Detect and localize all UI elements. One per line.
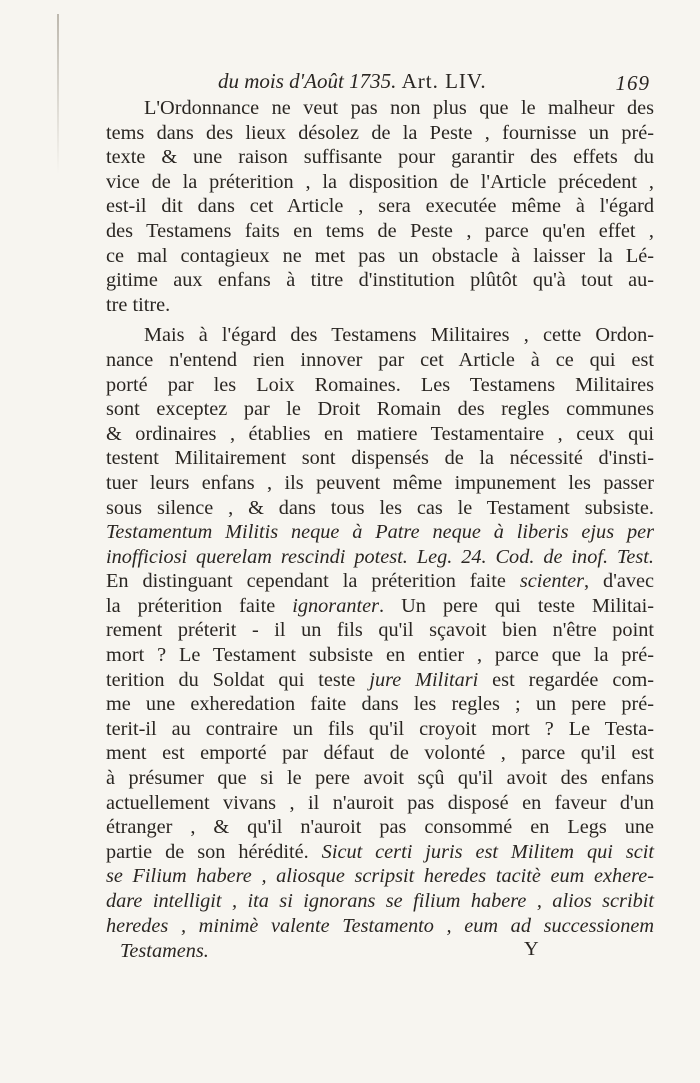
text-line bbox=[106, 397, 654, 422]
book-page bbox=[106, 66, 654, 965]
text-run: terition du Soldat qui teste bbox=[106, 668, 370, 691]
latin-quote: dare intelligit , ita si ignorans se filium habere , alios scribit bbox=[106, 890, 654, 912]
text-line bbox=[106, 594, 654, 619]
text-line bbox=[106, 717, 654, 742]
text-line bbox=[106, 840, 654, 865]
text-run: texte & une raison suffisante pour garantir des effets du bbox=[106, 146, 654, 169]
text-line bbox=[106, 766, 654, 791]
latin-quote: scienter bbox=[519, 570, 585, 593]
text-line bbox=[106, 244, 654, 269]
text-line bbox=[106, 422, 654, 447]
text-run: ce mal contagieux ne met pas un obstacle à laisser la Lé- bbox=[106, 244, 654, 267]
text-line bbox=[106, 471, 654, 496]
latin-quote: heredes , minimè valente Testamento , eum ad successionem bbox=[106, 914, 654, 937]
text-line bbox=[106, 692, 654, 717]
text-run: ment est emporté par défaut de volonté , parce qu'il est bbox=[106, 742, 654, 765]
body-text bbox=[106, 96, 654, 938]
text-run: sous silence , & dans tous les cas le Testament subsiste. bbox=[106, 496, 654, 519]
latin-quote: Sicut certi juris est Militem qui scit bbox=[321, 840, 654, 863]
paragraph bbox=[106, 96, 654, 317]
text-line bbox=[106, 121, 654, 146]
text-line bbox=[106, 618, 654, 643]
text-run: , d'avec bbox=[584, 570, 654, 593]
text-line bbox=[106, 864, 654, 889]
latin-quote: Testamentum Militis neque à Patre neque à liberis ejus per bbox=[106, 521, 654, 544]
text-line bbox=[106, 96, 654, 121]
text-line bbox=[106, 348, 654, 373]
text-run: partie de son hérédité. bbox=[106, 840, 322, 863]
binding-gutter-line bbox=[57, 14, 59, 174]
text-line bbox=[106, 219, 654, 244]
latin-quote: jure Militari bbox=[369, 668, 479, 691]
text-run: Mais à l'égard des Testamens Militaires , cette Ordon- bbox=[144, 324, 654, 347]
text-run: & ordinaires , établies en matiere Testamentaire , ceux qui bbox=[106, 422, 654, 445]
text-line bbox=[106, 170, 654, 195]
text-run: mort ? Le Testament subsiste en entier , parce que la pré- bbox=[106, 644, 654, 667]
text-run: à présumer que si le pere avoit sçû qu'il avoit des enfans bbox=[106, 767, 654, 790]
text-run: En distinguant cependant la préterition faite bbox=[106, 570, 520, 593]
text-line bbox=[106, 268, 654, 293]
text-run: vice de la préterition , la disposition de l'Article précedent , bbox=[106, 170, 654, 193]
text-run: la préterition faite bbox=[106, 594, 293, 617]
catchword: Testamens. bbox=[120, 940, 209, 963]
text-line bbox=[106, 815, 654, 840]
text-run: des Testamens faits en tems de Peste , parce qu'en effet , bbox=[106, 219, 654, 242]
text-run: étranger , & qu'il n'auroit pas consommé en Legs une bbox=[106, 816, 654, 839]
running-head-title bbox=[218, 66, 487, 96]
text-run: tre titre. bbox=[106, 293, 171, 316]
text-run: sont exceptez par le Droit Romain des regles communes bbox=[106, 398, 654, 421]
running-head-article: Art. LIV. bbox=[401, 69, 487, 93]
latin-quote: se Filium habere , aliosque scripsit heredes tacitè eum exhere- bbox=[106, 865, 654, 888]
latin-quote: ignoranter bbox=[292, 594, 380, 617]
text-line bbox=[106, 373, 654, 398]
text-line bbox=[106, 145, 654, 170]
text-line bbox=[106, 496, 654, 521]
text-line bbox=[106, 520, 654, 545]
page-footer bbox=[106, 939, 654, 965]
running-head bbox=[106, 66, 654, 96]
text-line bbox=[106, 643, 654, 668]
signature-mark: Y bbox=[524, 938, 540, 961]
text-run: porté par les Loix Romaines. Les Testamens Militaires bbox=[106, 373, 654, 396]
running-head-date: du mois d'Août 1735. bbox=[218, 69, 397, 93]
text-run: est regardée com- bbox=[478, 668, 654, 691]
text-run: tuer leurs enfans , ils peuvent même impunement les passer bbox=[106, 471, 654, 494]
text-line bbox=[106, 741, 654, 766]
text-run: gitime aux enfans à titre d'institution plûtôt qu'à tout au- bbox=[106, 269, 654, 292]
text-run: . Un pere qui teste Militai- bbox=[379, 594, 654, 617]
text-line bbox=[106, 668, 654, 693]
text-line bbox=[106, 914, 654, 939]
text-run: est-il dit dans cet Article , sera executée même à l'égard bbox=[106, 195, 654, 218]
text-line bbox=[106, 791, 654, 816]
text-line bbox=[106, 293, 654, 318]
text-run: terit-il au contraire un fils qu'il croyoit mort ? Le Testa- bbox=[106, 717, 654, 740]
text-run: testent Militairement sont dispensés de la nécessité d'insti- bbox=[106, 447, 654, 470]
latin-quote: inofficiosi querelam rescindi potest. Leg. 24. Cod. de inof. Test. bbox=[106, 545, 654, 568]
text-run: actuellement vivans , il n'auroit pas disposé en faveur d'un bbox=[106, 791, 654, 814]
text-run: me une exheredation faite dans les regles ; un pere pré- bbox=[106, 693, 654, 716]
paragraph bbox=[106, 323, 654, 938]
text-line bbox=[106, 569, 654, 594]
text-line bbox=[106, 323, 654, 348]
text-line bbox=[106, 446, 654, 471]
text-line bbox=[106, 545, 654, 570]
text-run: tems dans des lieux désolez de la Peste , fournisse un pré- bbox=[106, 121, 654, 144]
text-run: L'Ordonnance ne veut pas non plus que le malheur des bbox=[144, 97, 654, 119]
text-run: nance n'entend rien innover par cet Article à ce qui est bbox=[106, 348, 654, 371]
text-run: rement préterit - il un fils qu'il sçavoit bien n'être point bbox=[106, 619, 654, 642]
page-number: 169 bbox=[615, 71, 650, 95]
text-line bbox=[106, 194, 654, 219]
text-line bbox=[106, 889, 654, 914]
